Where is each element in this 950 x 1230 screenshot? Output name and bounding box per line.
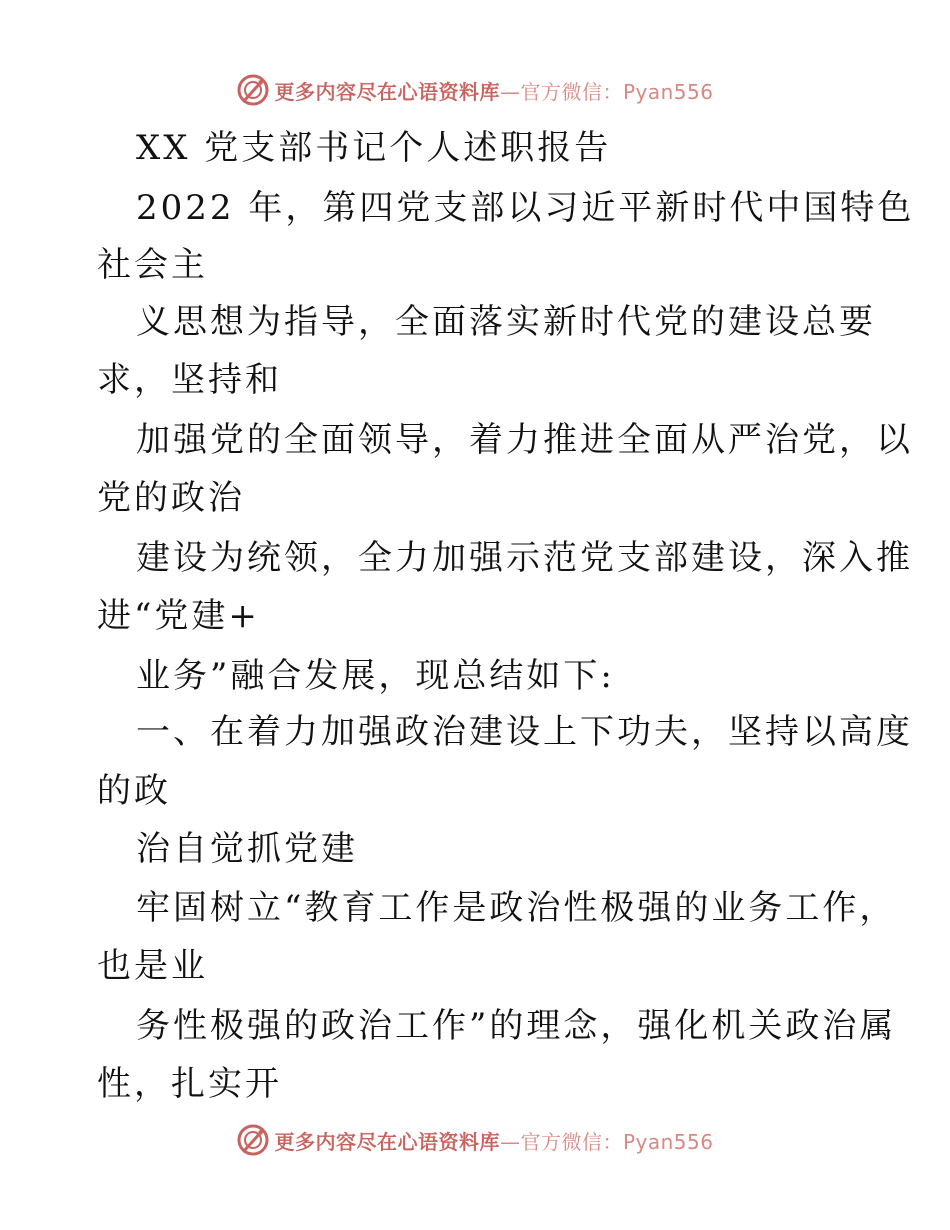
paragraph-line: 业务”融合发展，现总结如下:	[136, 656, 615, 696]
section-heading-line: 治自觉抓党建	[136, 829, 358, 869]
circular-seal-pen-icon	[236, 73, 270, 107]
watermark-text	[274, 1126, 713, 1155]
watermark-highlight: 更多内容尽在心语资料库	[274, 1129, 500, 1154]
section-heading-line: 一、在着力加强政治建设上下功夫，坚持以高度	[136, 712, 913, 752]
header-watermark	[0, 70, 950, 110]
watermark-rest: —官方微信：Pyan556	[499, 1129, 714, 1154]
paragraph-line: 建设为统领，全力加强示范党支部建设，深入推	[136, 538, 913, 578]
paragraph-line: 牢固树立“教育工作是政治性极强的业务工作，	[136, 888, 897, 928]
paragraph-line: 也是业	[97, 946, 208, 986]
section-heading-line: 的政	[97, 771, 171, 811]
paragraph-line: 社会主	[97, 245, 208, 285]
paragraph-line: 性，扎实开	[97, 1064, 282, 1104]
paragraph-line: 加强党的全面领导，着力推进全面从严治党，以	[136, 420, 913, 460]
paragraph-line: 进“党建+	[97, 596, 260, 636]
paragraph-line: 求，坚持和	[97, 360, 282, 400]
footer-watermark	[0, 1120, 950, 1160]
watermark-text	[274, 76, 713, 105]
paragraph-line: 2022 年，第四党支部以习近平新时代中国特色	[136, 188, 915, 228]
watermark-rest: —官方微信：Pyan556	[499, 79, 714, 104]
paragraph-line: 义思想为指导，全面落实新时代党的建设总要	[136, 302, 876, 342]
watermark-highlight: 更多内容尽在心语资料库	[274, 79, 500, 104]
circular-seal-pen-icon	[236, 1123, 270, 1157]
paragraph-line: 务性极强的政治工作”的理念，强化机关政治属	[136, 1006, 897, 1046]
paragraph-line: 党的政治	[97, 478, 245, 518]
document-title: XX 党支部书记个人述职报告	[136, 128, 612, 168]
